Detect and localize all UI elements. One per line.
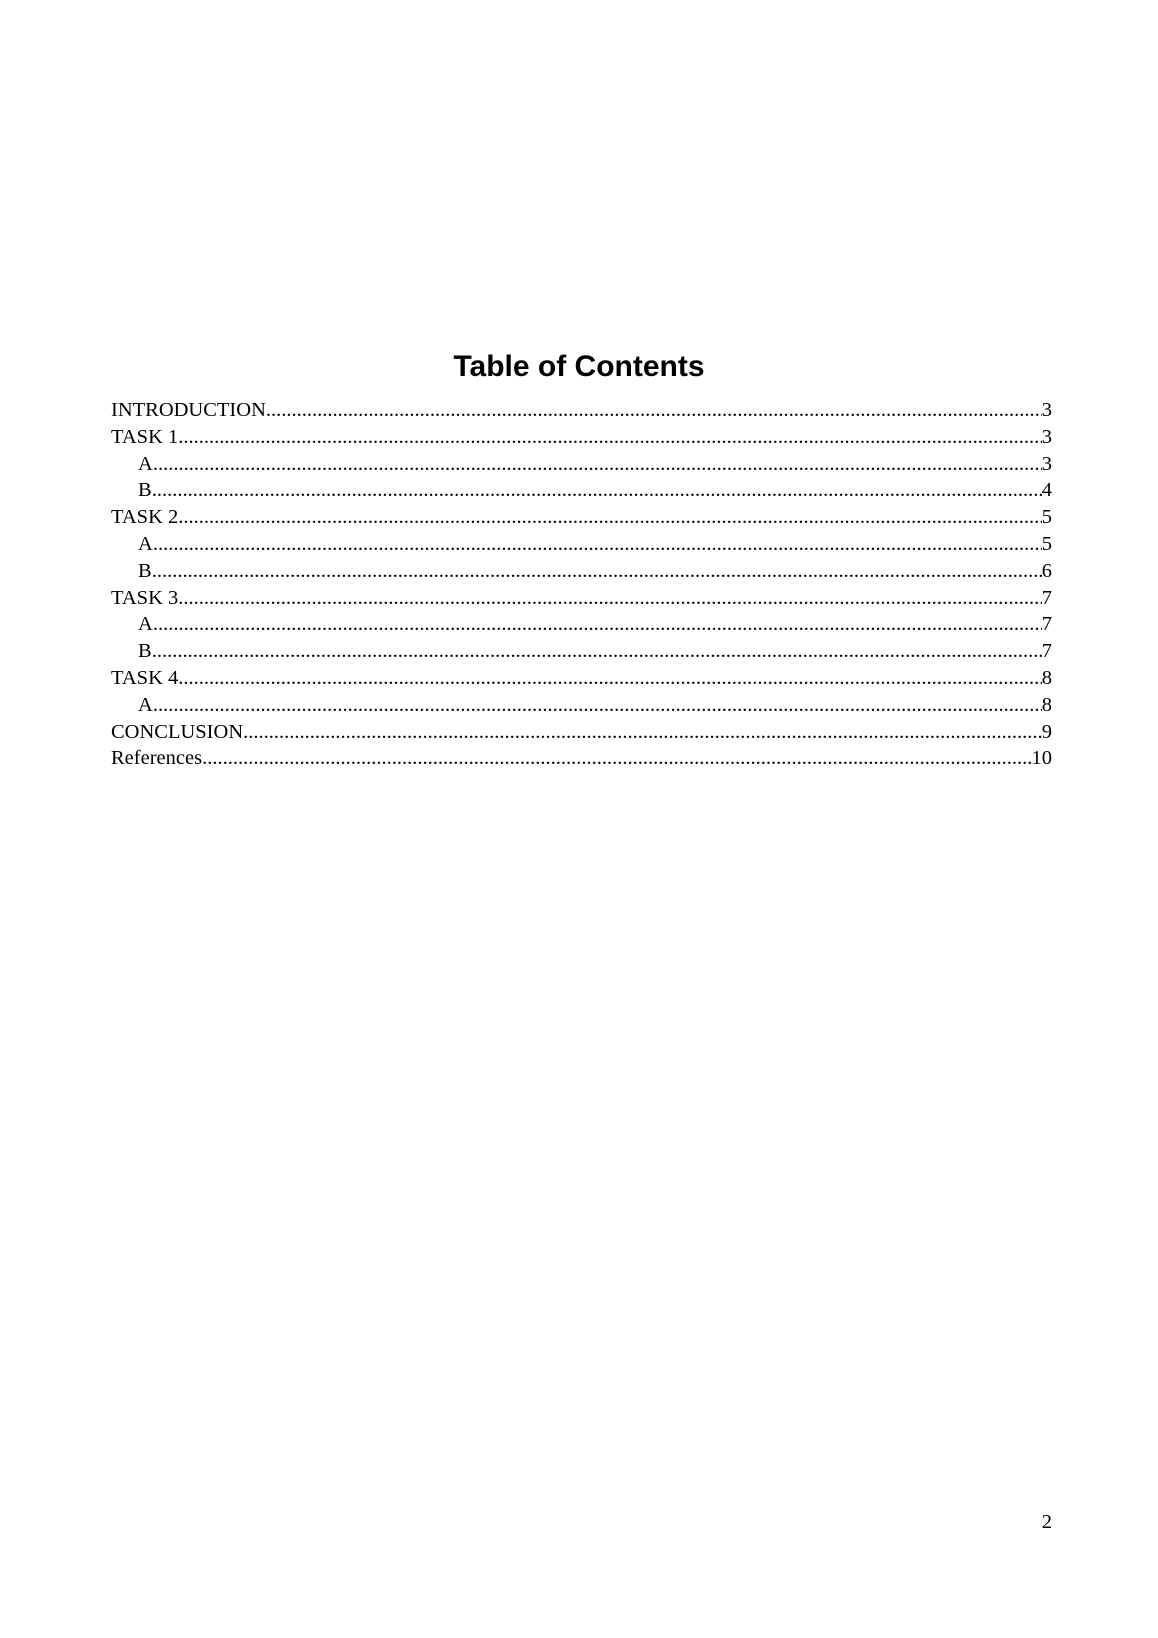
toc-dot-leader [152, 638, 1042, 665]
toc-dot-leader [178, 504, 1041, 531]
toc-entry-task-3-a[interactable] [111, 611, 1052, 638]
toc-entry-task-1[interactable] [111, 424, 1052, 451]
toc-dot-leader [178, 665, 1041, 692]
toc-entry-page: 7 [1041, 613, 1052, 636]
toc-entry-task-2-a[interactable] [111, 531, 1052, 558]
toc-entry-page: 5 [1041, 506, 1052, 529]
toc-entry-task-1-a[interactable] [111, 451, 1052, 478]
toc-dot-leader [153, 611, 1042, 638]
page-number: 2 [1041, 1511, 1052, 1533]
toc-dot-leader [153, 451, 1042, 478]
toc-entry-label: TASK 1 [111, 425, 179, 448]
toc-entry-label: B [138, 640, 152, 663]
toc-list [111, 397, 1052, 772]
toc-entry-task-4-a[interactable] [111, 692, 1052, 719]
toc-dot-leader [153, 692, 1042, 719]
toc-entry-task-2[interactable] [111, 504, 1052, 531]
toc-entry-page: 7 [1041, 586, 1052, 609]
toc-dot-leader [243, 719, 1042, 746]
toc-dot-leader [178, 424, 1041, 451]
toc-entry-label: References [111, 747, 203, 770]
toc-entry-page: 6 [1041, 559, 1052, 582]
toc-entry-label: A [138, 613, 153, 636]
toc-entry-page: 7 [1041, 640, 1052, 663]
toc-entry-page: 8 [1041, 693, 1052, 716]
toc-entry-label: INTRODUCTION [111, 399, 266, 421]
toc-entry-label: A [138, 452, 153, 475]
toc-entry-task-3[interactable] [111, 585, 1052, 612]
toc-entry-label: TASK 3 [111, 586, 179, 609]
toc-dot-leader [152, 558, 1042, 585]
toc-entry-conclusion[interactable] [111, 719, 1052, 746]
toc-entry-introduction[interactable] [111, 397, 1052, 424]
toc-entry-task-2-b[interactable] [111, 558, 1052, 585]
toc-dot-leader [152, 477, 1042, 504]
toc-entry-page: 4 [1041, 479, 1052, 502]
toc-entry-task-4[interactable] [111, 665, 1052, 692]
toc-dot-leader [202, 745, 1031, 772]
toc-entry-page: 3 [1041, 425, 1052, 448]
toc-dot-leader [178, 585, 1041, 612]
toc-dot-leader [153, 531, 1042, 558]
toc-entry-label: TASK 2 [111, 506, 179, 529]
toc-entry-page: 10 [1031, 747, 1052, 770]
toc-entry-references[interactable] [111, 745, 1052, 772]
toc-entry-task-1-b[interactable] [111, 477, 1052, 504]
toc-entry-page: 8 [1041, 666, 1052, 689]
toc-entry-page: 3 [1041, 399, 1052, 421]
toc-entry-label: TASK 4 [111, 666, 179, 689]
toc-entry-page: 5 [1041, 532, 1052, 555]
toc-entry-task-3-b[interactable] [111, 638, 1052, 665]
toc-title: Table of Contents [453, 350, 705, 383]
toc-entry-label: B [138, 479, 152, 502]
toc-entry-page: 3 [1041, 452, 1052, 475]
toc-entry-label: B [138, 559, 152, 582]
toc-dot-leader [266, 397, 1042, 424]
toc-entry-label: A [138, 532, 153, 555]
toc-entry-page: 9 [1041, 720, 1052, 743]
toc-entry-label: CONCLUSION [111, 720, 244, 743]
toc-entry-label: A [138, 693, 153, 716]
